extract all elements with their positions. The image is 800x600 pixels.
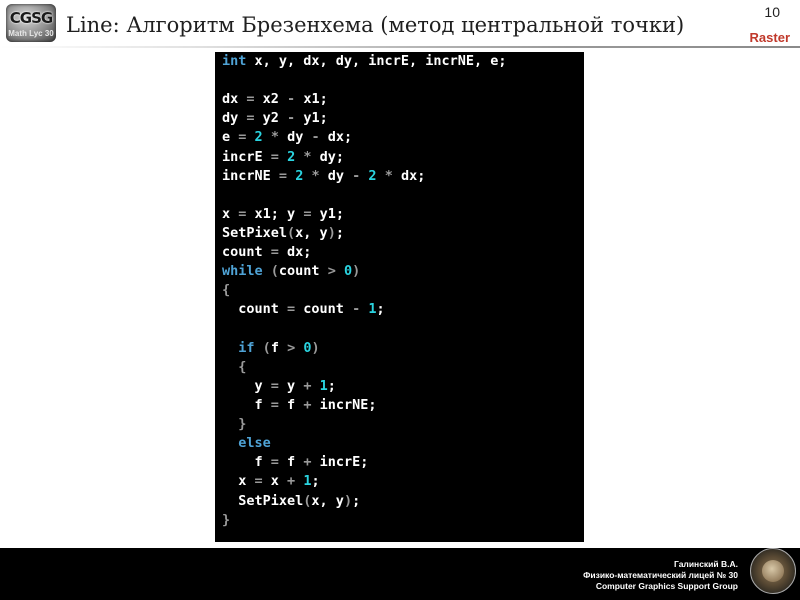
code-token: int <box>222 53 247 69</box>
slide-number: 10 <box>764 4 780 20</box>
code-token: 0 <box>303 339 312 356</box>
code-token <box>287 168 295 184</box>
code-token: = <box>246 110 255 127</box>
code-token: f <box>278 454 304 471</box>
code-token: - <box>287 91 296 108</box>
header-divider <box>0 46 800 48</box>
code-token: = <box>238 129 247 146</box>
code-token: ( <box>287 224 296 241</box>
code-line <box>222 377 584 396</box>
code-line <box>222 511 584 530</box>
code-token <box>263 129 271 145</box>
code-token: e <box>222 129 239 146</box>
code-token: incrE; <box>311 454 369 471</box>
code-token: - <box>352 167 361 184</box>
code-token: > <box>327 263 336 280</box>
code-token: } <box>222 511 231 528</box>
code-token: - <box>352 301 361 318</box>
code-token: dx; <box>319 129 353 146</box>
code-token <box>336 263 344 279</box>
code-line <box>222 52 584 71</box>
cgsg-logo <box>6 4 56 42</box>
code-token: - <box>311 129 320 146</box>
code-line <box>222 472 584 491</box>
code-token: + <box>303 396 312 413</box>
code-panel <box>215 52 584 542</box>
code-token: = <box>238 205 247 222</box>
code-token: * <box>384 167 393 184</box>
code-token <box>279 149 287 165</box>
code-token: = <box>270 454 279 471</box>
code-token: count <box>222 301 288 318</box>
code-token: ; <box>376 301 385 318</box>
logo-text: CGSG <box>9 9 53 27</box>
code-token: * <box>303 148 312 165</box>
code-token <box>222 340 238 356</box>
code-token <box>255 340 263 356</box>
code-token: ( <box>262 339 271 356</box>
code-token: else <box>238 435 271 452</box>
code-token: = <box>254 473 263 490</box>
code-token: x <box>222 205 239 222</box>
code-token: 1 <box>368 301 377 318</box>
code-line <box>222 128 584 147</box>
code-token: y <box>278 377 304 394</box>
code-line <box>222 281 584 300</box>
code-line <box>222 262 584 281</box>
code-token: + <box>287 473 296 490</box>
footer-group: Computer Graphics Support Group <box>595 581 738 591</box>
code-line <box>222 109 584 128</box>
code-token: ; <box>327 377 336 394</box>
code-token: SetPixel <box>222 224 288 241</box>
code-token: x2 <box>254 91 288 108</box>
code-token: 2 <box>287 148 296 165</box>
code-line <box>222 186 584 205</box>
footer-author: Галинский В.А. <box>674 559 738 569</box>
code-token: x, y <box>311 492 344 509</box>
code-token: * <box>270 129 279 146</box>
code-token: x <box>262 473 288 490</box>
code-token: = <box>270 244 279 261</box>
code-line <box>222 396 584 415</box>
code-token: ( <box>270 263 279 280</box>
code-token: y2 <box>254 110 288 127</box>
code-token: dy <box>319 167 353 184</box>
code-token <box>377 168 385 184</box>
code-token: count <box>295 301 353 318</box>
code-token: f <box>278 396 304 413</box>
code-line <box>222 300 584 319</box>
code-token: = <box>270 377 279 394</box>
code-token: f <box>222 454 271 471</box>
code-token <box>222 416 238 432</box>
code-token: incrNE; <box>311 396 377 413</box>
code-line <box>222 453 584 472</box>
code-token: 2 <box>368 167 377 184</box>
code-token: x, y <box>295 224 328 241</box>
code-token <box>311 378 319 394</box>
logo-subtext: Math Lyc 30 <box>8 29 54 38</box>
code-token: while <box>222 263 263 280</box>
emblem-center <box>762 560 784 582</box>
code-token <box>246 129 254 145</box>
code-token: 1 <box>319 377 328 394</box>
code-token: x1; <box>295 91 328 108</box>
code-token: ; <box>352 492 361 509</box>
code-token: SetPixel <box>222 492 304 509</box>
code-token: 0 <box>343 263 353 280</box>
code-line <box>222 243 584 262</box>
code-line <box>222 224 584 243</box>
code-token: incrNE <box>222 167 279 184</box>
code-token: ) <box>352 263 361 280</box>
code-token: + <box>303 454 312 471</box>
code-token: } <box>238 416 247 433</box>
code-token: * <box>311 167 320 184</box>
footer-credits <box>583 559 738 592</box>
code-token: incrE <box>222 148 271 165</box>
code-token: = <box>287 301 296 318</box>
code-token: 2 <box>254 129 263 146</box>
slide-title: Line: Алгоритм Брезенхема (метод центральной точки) <box>66 13 685 37</box>
school-emblem-icon <box>750 548 796 594</box>
code-token: x <box>222 473 255 490</box>
code-line <box>222 90 584 109</box>
code-token: = <box>270 148 279 165</box>
code-line <box>222 167 584 186</box>
code-token: x1; y <box>246 205 304 222</box>
code-token: - <box>287 110 296 127</box>
code-line <box>222 71 584 90</box>
code-token: { <box>222 282 231 299</box>
code-token: = <box>270 396 279 413</box>
code-token: x, y, dx, dy, incrE, incrNE, e; <box>246 53 507 69</box>
code-token: ; <box>335 224 344 241</box>
code-token: + <box>303 377 312 394</box>
code-token: = <box>278 167 288 184</box>
code-token: y <box>222 377 271 394</box>
code-token: dx; <box>392 167 426 184</box>
code-token: ( <box>303 492 312 509</box>
code-token: { <box>238 358 247 375</box>
code-line <box>222 434 584 453</box>
code-token: > <box>287 339 296 356</box>
code-line <box>222 148 584 167</box>
code-block <box>222 52 584 530</box>
code-line <box>222 358 584 377</box>
footer-school: Физико-математический лицей № 30 <box>583 570 738 580</box>
code-line <box>222 339 584 358</box>
code-line <box>222 320 584 339</box>
code-token: = <box>246 91 255 108</box>
code-token: f <box>270 339 288 356</box>
code-token <box>263 263 271 279</box>
code-line <box>222 492 584 511</box>
code-line <box>222 205 584 224</box>
code-token: ) <box>343 492 353 509</box>
code-line <box>222 415 584 434</box>
code-token: dx <box>222 91 247 108</box>
code-token <box>222 359 238 375</box>
code-token: dy <box>278 129 312 146</box>
code-token <box>222 435 238 451</box>
code-token: ) <box>327 224 336 241</box>
code-token: if <box>238 339 255 356</box>
code-token: y1; <box>311 205 344 222</box>
code-token: dx; <box>278 244 312 261</box>
code-token: ; <box>311 473 320 490</box>
section-label: Raster <box>749 30 790 45</box>
code-token: count <box>278 263 328 280</box>
code-token: dy <box>222 110 247 127</box>
code-token: = <box>303 205 312 222</box>
code-token: count <box>222 244 271 261</box>
footer-bar <box>0 548 800 600</box>
code-token: 1 <box>303 473 312 490</box>
code-token: 2 <box>295 167 304 184</box>
code-token: dy; <box>311 148 344 165</box>
code-token: f <box>222 396 271 413</box>
code-token: y1; <box>295 110 328 127</box>
code-token: ) <box>311 339 320 356</box>
